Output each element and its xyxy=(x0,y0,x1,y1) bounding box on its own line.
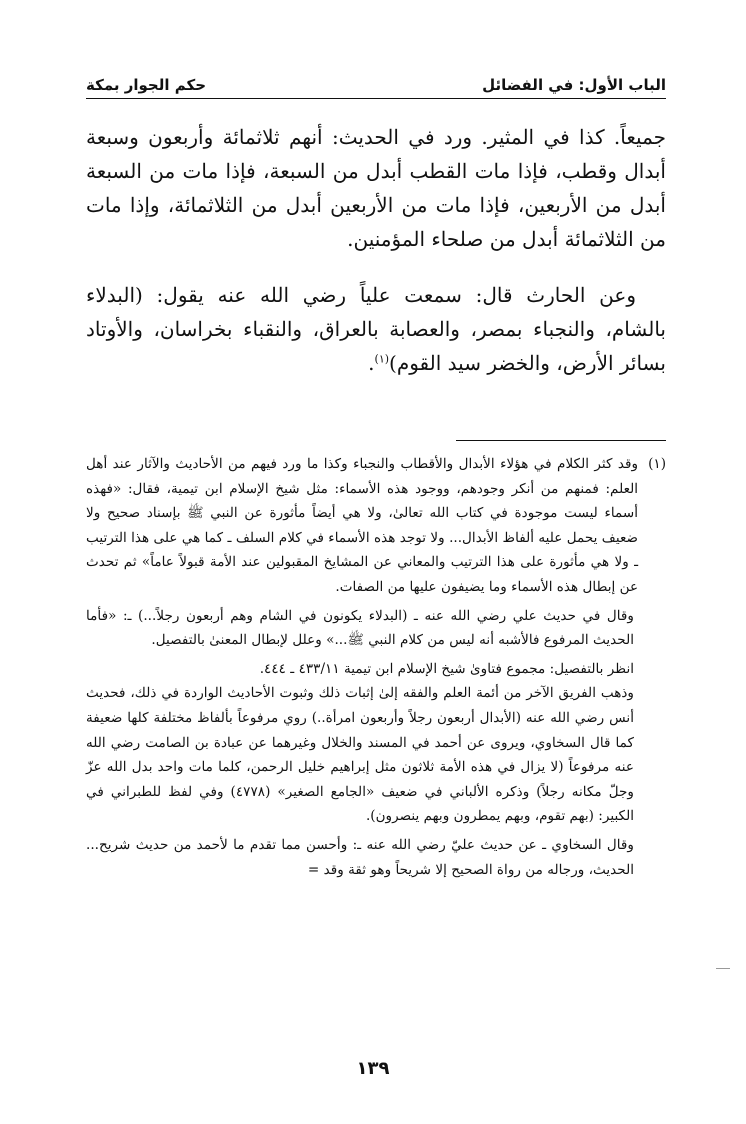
footnote-1 xyxy=(86,452,666,600)
footnote-line-4: وذهب الفريق الآخر من أئمة العلم والفقه إلىٰ إثبات ذلك وثبوت الأحاديث الواردة في ذلك، فحديث أنس رضي الله عنه (الأبدال أربعون رجلاً وأربعون امرأة..) روي مرفوعاً بألفاظ مختلفة كلها ضعيفة كما قال السخاوي، ويروى عن أحمد في المسند والخلال وغيرهما عن عبادة بن الصامت رضي الله عنه مرفوعاً (لا يزال في هذه الأمة ثلاثون مثل إبراهيم خليل الرحمن، كلما مات واحد بدل الله عزّ وجلّ مكانه رجلاً) وذكره الألباني في ضعيف «الجامع الصغير» (٤٧٧٨) وفي لفظ للطبراني في الكبير: (بهم تقوم، وبهم يمطرون وبهم ينصرون). xyxy=(86,685,634,825)
footnote-number: (١) xyxy=(648,456,666,472)
footnote-separator xyxy=(456,440,666,441)
margin-mark xyxy=(716,968,730,969)
footnote-line-1: وقد كثر الكلام في هؤلاء الأبدال والأقطاب والنجباء وكذا ما ورد فيهم من الأحاديث والآثار عند أهل العلم: فمنهم من أنكر وجودهم، ووجود هذه الأسماء: مثل شيخ الإسلام ابن تيمية، فقال: «فهذه أسماء ليست موجودة في كتاب الله تعالىٰ، ولا هي أيضاً مأثورة عن النبي ﷺ بإسناد صحيح ولا ضعيف يحمل عليه ألفاظ الأبدال... ولا توجد هذه الأسماء في كلام السلف ـ كما هي على هذا الترتيب ـ ولا هي مأثورة على هذا الترتيب والمعاني عن المشايخ المقبولين عند الأمة قبولاً عاماً» ثم تحدث عن إبطال هذه الأسماء وما يضيفون عليها من الصفات. xyxy=(86,456,639,595)
main-paragraph-1: جميعاً. كذا في المثير. ورد في الحديث: أنهم ثلاثمائة وأربعون وسبعة أبدال وقطب، فإذا مات القطب أبدل من السبعة، فإذا مات من السبعة أبدل من الأربعين، فإذا مات من الأربعين أبدل من الثلاثمائة، وإذا مات من الثلاثمائة أبدل من صلحاء المؤمنين. xyxy=(86,125,666,251)
footnote-line-2: وقال في حديث علي رضي الله عنه ـ (البدلاء يكونون في الشام وهم أربعون رجلاً...) ـ: «فأما الحديث المرفوع فالأشبه أنه ليس من كلام النبي ﷺ...» وعلل لإبطال المعنىٰ بالتفصيل. xyxy=(86,607,634,649)
footnotes xyxy=(86,452,666,882)
footnote-line-3: انظر بالتفصيل: مجموع فتاوىٰ شيخ الإسلام ابن تيمية ٤٣٣/١١ ـ ٤٤٤. xyxy=(259,660,634,677)
book-title: حكم الجوار بمكة xyxy=(86,76,207,94)
main-text xyxy=(86,120,666,380)
main-paragraph-2-end: . xyxy=(368,351,375,375)
chapter-title: الباب الأول: في الفضائل xyxy=(482,76,666,94)
main-paragraph-2 xyxy=(86,278,666,380)
footnote-reference[interactable]: (١) xyxy=(374,352,390,366)
running-header xyxy=(86,66,666,99)
main-paragraph-2-text: وعن الحارث قال: سمعت علياً رضي الله عنه يقول: (البدلاء بالشام، والنجباء بمصر، والعصابة بالعراق، والنقباء بخراسان، والأوتاد بسائر الأرض، والخضر سيد القوم) xyxy=(86,283,666,375)
page-number: ١٣٩ xyxy=(356,1058,390,1079)
footnote-line-5: وقال السخاوي ـ عن حديث عليّ رضي الله عنه ـ: وأحسن مما تقدم ما لأحمد من حديث شريح... الحديث، ورجاله من رواة الصحيح إلا شريحاً وهو ثقة وقد = xyxy=(86,836,634,878)
